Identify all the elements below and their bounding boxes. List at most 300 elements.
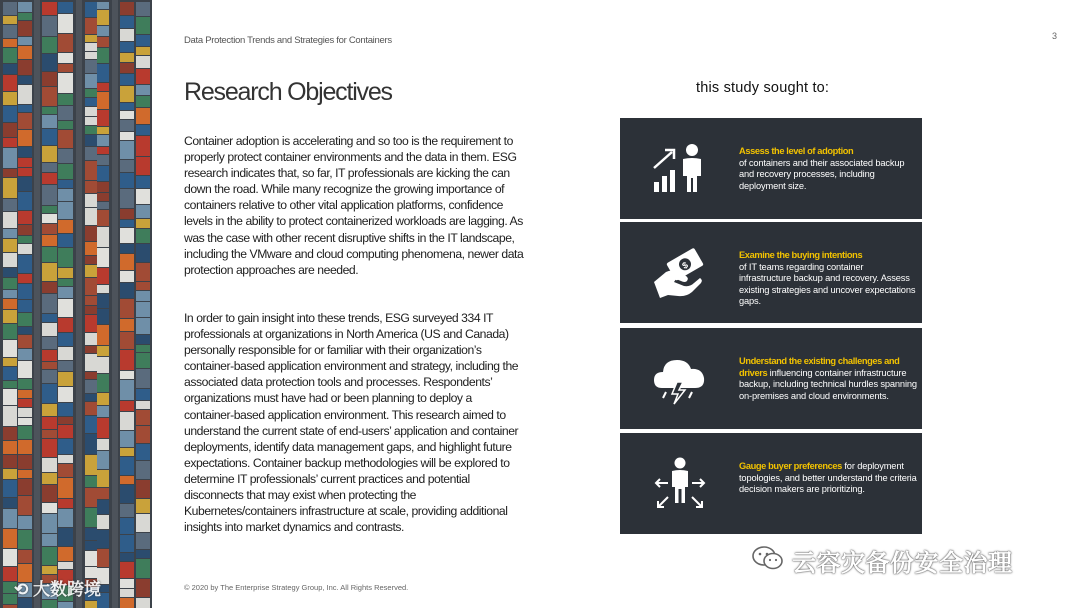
container-block xyxy=(58,149,73,163)
container-block xyxy=(58,121,73,129)
container-block xyxy=(18,130,32,146)
container-block xyxy=(120,42,134,52)
container-block xyxy=(18,60,32,75)
wechat-icon xyxy=(752,545,784,571)
objective-text-4 xyxy=(739,461,917,496)
container-block xyxy=(85,434,97,454)
container-block xyxy=(18,85,32,104)
container-block xyxy=(120,220,134,227)
container-block xyxy=(85,455,97,475)
container-block xyxy=(136,157,150,175)
container-block xyxy=(58,509,73,527)
body-paragraph-2: In order to gain insight into these trends, ESG surveyed 334 IT professionals at organizations in North America (US and Canada) personally responsible for or familiar with their organization’s container-based application environment and strategy, including the associated data protection tools and processes. Respondents’ organizations must have had or been planning to deploy a container-based application environment. This research aimed to understand the current state of end-users’ application and container deployments, identify data management gaps, and highlight future expectations. Container backup methodologies will be explored to determine IT professionals’ current practices and potential disconnects that may exist when protecting the Kubernetes/containers infrastructure at scale, providing additional insights into market dynamics and contrasts. xyxy=(184,311,519,535)
container-block xyxy=(85,488,97,507)
container-block xyxy=(3,138,17,147)
container-block xyxy=(136,47,150,55)
container-block xyxy=(18,284,32,299)
container-block xyxy=(120,283,134,298)
container-block xyxy=(97,127,109,134)
container-block xyxy=(136,96,150,107)
container-block xyxy=(97,210,109,226)
container-block xyxy=(42,107,57,114)
container-block xyxy=(18,177,32,191)
container-block xyxy=(97,515,109,529)
container-block xyxy=(58,318,73,332)
container-block xyxy=(97,110,109,126)
objective-desc-4: for deployment topologies, and better understand the criteria decision makers are prioritizing. xyxy=(739,461,917,495)
container-block xyxy=(18,349,32,360)
container-block xyxy=(18,46,32,59)
container-block xyxy=(136,461,150,479)
container-block xyxy=(85,265,97,277)
document-header: Data Protection Trends and Strategies for Containers xyxy=(184,35,392,46)
container-block xyxy=(97,309,109,324)
container-block xyxy=(97,393,109,405)
container-block xyxy=(42,214,57,223)
container-block xyxy=(85,508,97,527)
objective-highlight-2: Examine the buying intentions xyxy=(739,250,863,260)
container-block xyxy=(58,180,73,188)
container-block xyxy=(3,268,17,277)
container-block xyxy=(18,255,32,273)
container-block xyxy=(85,528,97,540)
container-block xyxy=(85,226,97,241)
study-heading: this study sought to: xyxy=(696,80,830,96)
container-block xyxy=(58,602,73,608)
container-block xyxy=(85,74,97,88)
container-block xyxy=(85,208,97,225)
container-block xyxy=(3,16,17,24)
objective-highlight-3: Understand the existing challenges and drivers xyxy=(739,356,900,378)
container-block xyxy=(3,340,17,357)
container-block xyxy=(42,314,57,322)
container-block xyxy=(18,455,32,469)
container-block xyxy=(97,374,109,392)
container-block xyxy=(136,410,150,425)
aisle xyxy=(76,0,82,608)
container-block xyxy=(58,164,73,179)
container-block xyxy=(97,83,109,91)
container-block xyxy=(97,357,109,373)
container-block xyxy=(3,310,17,323)
container-block xyxy=(136,108,150,124)
container-block xyxy=(120,120,134,131)
container-block xyxy=(85,107,97,116)
container-block xyxy=(120,412,134,430)
container-block xyxy=(97,549,109,567)
container-block xyxy=(18,225,32,235)
container-block xyxy=(58,2,73,13)
container-block xyxy=(120,132,134,140)
container-block xyxy=(120,189,134,208)
container-block xyxy=(18,530,32,549)
container-block xyxy=(97,530,109,548)
container-block xyxy=(3,178,17,198)
container-block xyxy=(85,333,97,345)
container-block xyxy=(58,14,73,33)
container-block xyxy=(120,431,134,447)
container-block xyxy=(120,209,134,219)
container-block xyxy=(42,87,57,106)
objective-text-1 xyxy=(739,146,917,192)
container-block xyxy=(136,282,150,290)
container-block xyxy=(18,2,32,12)
container-block xyxy=(42,206,57,213)
container-block xyxy=(85,346,97,353)
container-block xyxy=(85,416,97,433)
container-block xyxy=(58,64,73,72)
container-block xyxy=(97,418,109,438)
container-block xyxy=(58,287,73,298)
container-block xyxy=(97,488,109,499)
container-block xyxy=(58,387,73,402)
container-block xyxy=(85,89,97,97)
container-block xyxy=(18,390,32,398)
container-block xyxy=(42,370,57,383)
container-block xyxy=(85,135,97,146)
container-block xyxy=(42,404,57,416)
container-block xyxy=(58,361,73,371)
container-block xyxy=(85,242,97,255)
container-block xyxy=(58,94,73,105)
left-watermark-text: 大数跨境 xyxy=(32,580,101,599)
container-block xyxy=(97,285,109,293)
objective-highlight-4: Gauge buyer preferences xyxy=(739,461,842,471)
container-block xyxy=(85,43,97,51)
container-block xyxy=(97,26,109,36)
container-block xyxy=(97,227,109,247)
container-block xyxy=(97,325,109,345)
container-block xyxy=(3,75,17,91)
container-block xyxy=(136,205,150,218)
container-block xyxy=(85,380,97,393)
container-block xyxy=(58,417,73,424)
container-block xyxy=(120,332,134,349)
container-block xyxy=(136,219,150,228)
container-block xyxy=(85,161,97,180)
container-block xyxy=(42,16,57,36)
container-block xyxy=(42,294,57,313)
container-block xyxy=(58,562,73,569)
container-block xyxy=(58,248,73,267)
container-block xyxy=(18,158,32,167)
container-block xyxy=(42,473,57,484)
container-block xyxy=(97,500,109,514)
container-block xyxy=(120,518,134,534)
container-block xyxy=(136,514,150,532)
copyright-footer: © 2020 by The Enterprise Strategy Group, Inc. All Rights Reserved. xyxy=(184,583,409,592)
container-block xyxy=(136,426,150,443)
container-block xyxy=(136,579,150,597)
container-block xyxy=(120,111,134,119)
page-number: 3 xyxy=(1052,31,1058,41)
container-block xyxy=(18,470,32,478)
container-block xyxy=(120,371,134,379)
container-block xyxy=(58,202,73,219)
container-block xyxy=(18,379,32,389)
container-block xyxy=(42,224,57,234)
container-block xyxy=(18,440,32,454)
container-block xyxy=(120,504,134,517)
aisle xyxy=(34,0,40,608)
container-block xyxy=(120,598,134,608)
container-block xyxy=(3,441,17,454)
container-block xyxy=(42,439,57,457)
container-block xyxy=(3,123,17,137)
container-block xyxy=(3,455,17,468)
container-block xyxy=(58,189,73,201)
hand-money-icon xyxy=(650,242,710,302)
container-block xyxy=(42,350,57,361)
container-block xyxy=(120,401,134,411)
container-block xyxy=(85,18,97,34)
container-block xyxy=(136,533,150,549)
container-block xyxy=(97,346,109,356)
port-illustration xyxy=(0,0,152,608)
container-block xyxy=(85,278,97,295)
container-block xyxy=(120,319,134,331)
container-block xyxy=(136,353,150,368)
container-block xyxy=(42,185,57,205)
container-block xyxy=(97,10,109,25)
container-block xyxy=(136,335,150,344)
container-block xyxy=(85,256,97,264)
container-block xyxy=(85,476,97,487)
container-block xyxy=(58,299,73,317)
container-block xyxy=(18,105,32,112)
container-block xyxy=(136,85,150,95)
container-block xyxy=(18,13,32,20)
container-block xyxy=(3,324,17,339)
container-block xyxy=(85,2,97,17)
container-block xyxy=(136,189,150,204)
container-block xyxy=(58,268,73,278)
objective-card-challenges xyxy=(620,328,922,429)
container-block xyxy=(58,34,73,52)
container-block xyxy=(58,220,73,233)
container-block xyxy=(120,228,134,243)
container-block xyxy=(42,2,57,15)
container-block xyxy=(3,199,17,211)
container-block xyxy=(42,323,57,336)
container-block xyxy=(120,562,134,578)
objective-desc-3: influencing container infrastructure backup, including technical hurdles spanning on-premises and cloud environments. xyxy=(739,367,917,401)
container-block xyxy=(58,403,73,416)
chart-person-icon xyxy=(650,138,710,198)
container-block xyxy=(58,455,73,463)
container-block xyxy=(18,399,32,407)
container-block xyxy=(3,290,17,298)
container-block xyxy=(58,53,73,63)
container-block xyxy=(85,117,97,125)
container-block xyxy=(3,39,17,47)
container-block xyxy=(58,333,73,346)
container-block xyxy=(136,2,150,16)
container-block xyxy=(42,503,57,513)
container-block xyxy=(42,129,57,145)
container-block xyxy=(85,60,97,73)
container-block xyxy=(3,278,17,289)
container-block xyxy=(85,306,97,314)
container-block xyxy=(18,192,32,210)
container-block xyxy=(3,2,17,15)
container-block xyxy=(58,73,73,93)
container-block xyxy=(18,21,32,36)
container-block xyxy=(97,92,109,109)
container-block xyxy=(18,274,32,283)
container-block xyxy=(85,147,97,160)
container-block xyxy=(3,427,17,440)
container-block xyxy=(120,579,134,588)
container-block xyxy=(42,458,57,472)
container-port-photo xyxy=(0,0,152,608)
container-block xyxy=(85,541,97,550)
container-block xyxy=(3,549,17,566)
container-block xyxy=(42,54,57,71)
container-block xyxy=(3,64,17,74)
container-block xyxy=(18,418,32,425)
container-block xyxy=(42,163,57,172)
container-block xyxy=(97,155,109,165)
container-block xyxy=(3,92,17,105)
container-block xyxy=(136,263,150,281)
container-block xyxy=(120,254,134,270)
container-block xyxy=(120,271,134,282)
container-block xyxy=(120,589,134,597)
container-block xyxy=(85,98,97,106)
objective-text-2 xyxy=(739,250,917,308)
container-block xyxy=(97,202,109,209)
container-block xyxy=(42,235,57,246)
container-block xyxy=(42,37,57,53)
container-block xyxy=(3,148,17,168)
container-block xyxy=(42,72,57,86)
container-block xyxy=(58,547,73,561)
container-block xyxy=(97,147,109,154)
objective-text-3 xyxy=(739,356,917,402)
container-block xyxy=(42,534,57,546)
container-block xyxy=(97,64,109,82)
container-block xyxy=(136,35,150,46)
page-title: Research Objectives xyxy=(184,78,392,106)
container-block xyxy=(120,2,134,15)
container-block xyxy=(18,327,32,334)
container-block xyxy=(58,347,73,360)
container-block xyxy=(42,282,57,293)
container-block xyxy=(97,2,109,9)
container-block xyxy=(58,425,73,438)
container-block xyxy=(3,239,17,252)
container-block xyxy=(18,37,32,45)
container-block xyxy=(120,457,134,475)
container-block xyxy=(85,315,97,332)
container-block xyxy=(120,535,134,552)
container-block xyxy=(120,485,134,503)
container-block xyxy=(136,56,150,68)
container-block xyxy=(136,550,150,558)
container-block xyxy=(18,147,32,157)
container-block xyxy=(42,485,57,502)
container-block xyxy=(18,335,32,348)
container-block xyxy=(97,166,109,181)
container-block xyxy=(18,168,32,176)
container-block xyxy=(136,499,150,513)
container-block xyxy=(136,444,150,460)
container-block xyxy=(85,296,97,305)
container-block xyxy=(120,244,134,253)
container-block xyxy=(42,417,57,429)
container-block xyxy=(42,430,57,438)
container-block xyxy=(120,74,134,85)
container-block xyxy=(3,381,17,388)
container-block xyxy=(3,367,17,380)
container-block xyxy=(42,115,57,128)
container-block xyxy=(120,476,134,484)
container-block xyxy=(3,389,17,405)
container-block xyxy=(3,358,17,366)
container-block xyxy=(136,318,150,334)
container-block xyxy=(120,380,134,400)
container-block xyxy=(97,406,109,417)
left-watermark-logo: ⟲ 大数跨境 xyxy=(14,580,101,599)
container-block xyxy=(58,234,73,247)
container-block xyxy=(18,113,32,129)
container-block xyxy=(18,496,32,515)
container-block xyxy=(18,244,32,254)
bottom-watermark: 云容灾备份安全治理 xyxy=(792,550,1013,577)
container-block xyxy=(58,499,73,508)
container-block xyxy=(120,448,134,456)
container-block xyxy=(97,470,109,487)
container-block xyxy=(3,480,17,497)
person-arrows-icon xyxy=(650,453,710,513)
container-block xyxy=(18,300,32,312)
container-block xyxy=(42,247,57,262)
container-block xyxy=(42,146,57,162)
container-block xyxy=(136,559,150,578)
container-block xyxy=(42,384,57,403)
container-block xyxy=(85,181,97,193)
container-block xyxy=(3,169,17,177)
container-block xyxy=(97,135,109,146)
container-block xyxy=(3,229,17,238)
container-block xyxy=(3,498,17,508)
container-block xyxy=(136,369,150,388)
container-block xyxy=(97,439,109,450)
container-block xyxy=(136,480,150,498)
container-block xyxy=(42,514,57,533)
container-block xyxy=(136,598,150,608)
container-block xyxy=(3,469,17,479)
container-block xyxy=(58,528,73,546)
container-block xyxy=(18,408,32,417)
container-block xyxy=(85,551,97,566)
container-block xyxy=(18,550,32,563)
objective-card-preferences xyxy=(620,433,922,534)
container-block xyxy=(120,299,134,318)
container-block xyxy=(85,52,97,59)
container-block xyxy=(120,53,134,62)
container-block xyxy=(120,553,134,561)
container-block xyxy=(136,244,150,262)
container-block xyxy=(97,37,109,47)
container-block xyxy=(120,141,134,159)
container-block xyxy=(42,547,57,565)
container-block xyxy=(42,566,57,574)
container-block xyxy=(136,136,150,156)
objective-card-adoption xyxy=(620,118,922,219)
container-block xyxy=(58,372,73,386)
